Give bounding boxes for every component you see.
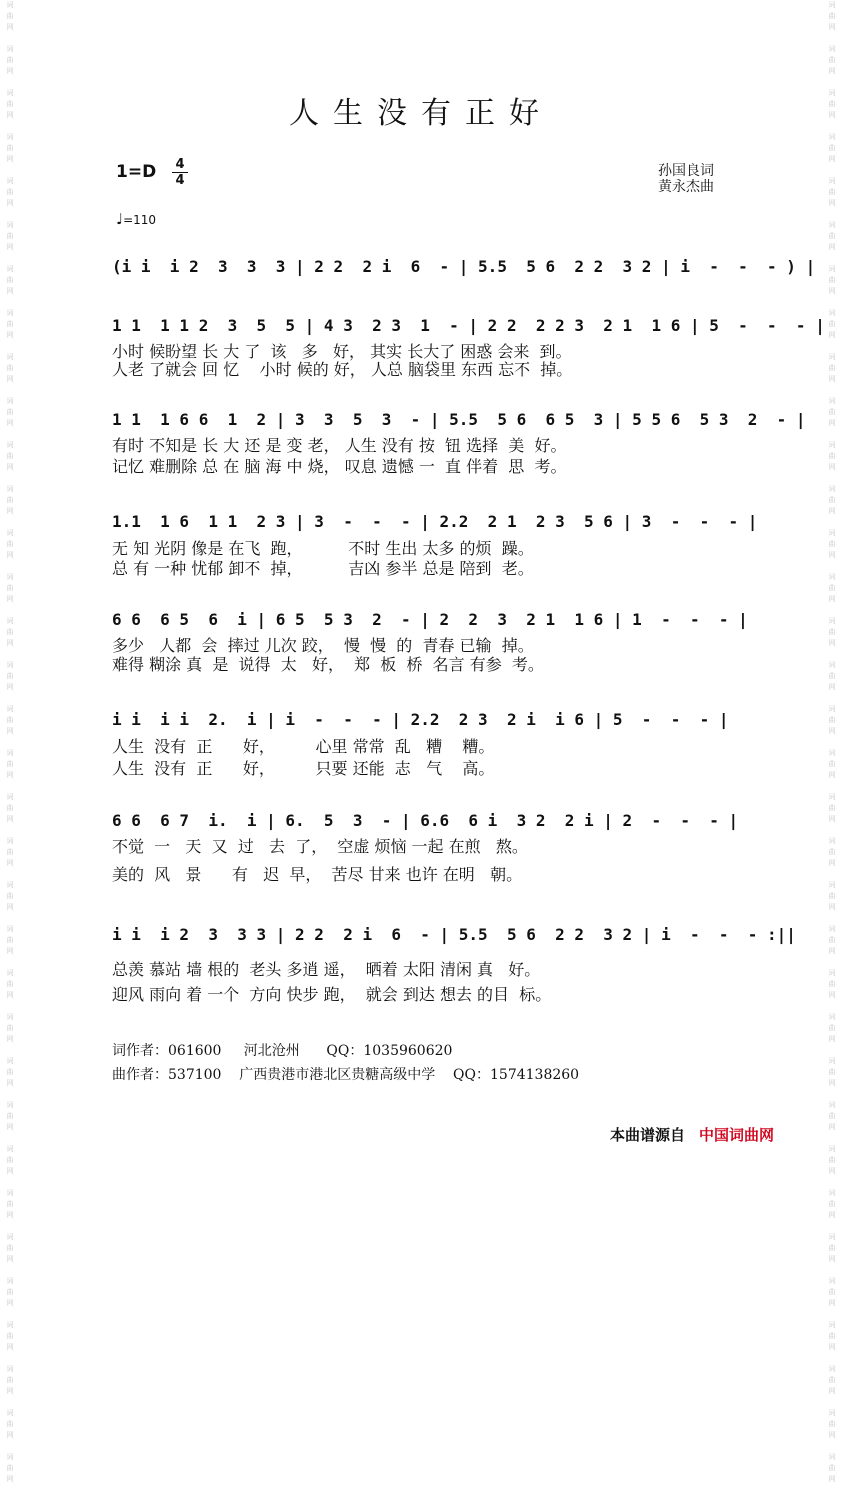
source-credit <box>610 1124 774 1145</box>
notation-line: 1 1 1 1 2 3 5 5 | 4 3 2 3 1 - | 2 2 2 2 3 2 1 1 6 | 5 - - - | <box>112 316 825 335</box>
notation-line: 1 1 1 6 6 1 2 | 3 3 5 3 - | 5.5 5 6 6 5 3 | 5 5 6 5 3 2 - | <box>112 410 806 429</box>
tempo-value: =110 <box>123 213 157 227</box>
source-site-link[interactable]: 中国词曲网 <box>699 1126 775 1144</box>
lyric-line: 小时 候盼望 长 大 了 该 多 好， 其实 长大了 困惑 会来 到。 <box>112 342 572 361</box>
lyric-line: 人生 没有 正 好， 只要 还能 志 气 高。 <box>112 759 495 778</box>
notation-line: 6 6 6 7 i. i | 6. 5 3 - | 6.6 6 i 3 2 2 i | 2 - - - | <box>112 811 739 830</box>
notation-line: 1.1 1 6 1 1 2 3 | 3 - - - | 2.2 2 1 2 3 5 6 | 3 - - - | <box>112 512 758 531</box>
notation-line: i i i 2 3 3 3 | 2 2 2 i 6 - | 5.5 5 6 2 2 3 2 | i - - - :|| <box>112 925 796 944</box>
notation-line: (i i i 2 3 3 3 | 2 2 2 i 6 - | 5.5 5 6 2 2 3 2 | i - - - ) | <box>112 257 816 276</box>
song-title: 人生没有正好 <box>289 96 553 131</box>
watermark-left: 词 曲 网 词 曲 网 词 曲 网 词 曲 网 词 曲 网 词 曲 网 词 曲 网 词 曲 网 词 曲 网 词 曲 网 词 曲 网 词 曲 网 词 曲 网 词 曲 网 词 曲 网 词 曲 网 词 曲 网 词 曲 网 词 曲 网 词 曲 网 词 曲 网 词 曲 网 词 曲 网 词 曲 网 词 曲 网 词 曲 网 词 曲 网 词 曲 网 词 曲 网 词 曲 网 词 曲 网 词 曲 网 词 曲 网 词 曲 网 <box>6 1 14 1483</box>
watermark-right: 词 曲 网 词 曲 网 词 曲 网 词 曲 网 词 曲 网 词 曲 网 词 曲 网 词 曲 网 词 曲 网 词 曲 网 词 曲 网 词 曲 网 词 曲 网 词 曲 网 词 曲 网 词 曲 网 词 曲 网 词 曲 网 词 曲 网 词 曲 网 词 曲 网 词 曲 网 词 曲 网 词 曲 网 词 曲 网 词 曲 网 词 曲 网 词 曲 网 词 曲 网 词 曲 网 词 曲 网 词 曲 网 词 曲 网 词 曲 网 <box>828 1 836 1483</box>
lyric-line: 难得 糊涂 真 是 说得 太 好， 郑 板 桥 名言 有参 考。 <box>112 655 544 674</box>
notation-line: 6 6 6 5 6 i | 6 5 5 3 2 - | 2 2 3 2 1 1 6 | 1 - - - | <box>112 610 748 629</box>
lyric-line: 不觉 一 天 又 过 去 了， 空虚 烦恼 一起 在煎 熬。 <box>112 837 528 856</box>
composer-info: 曲作者：537100 广西贵港市港北区贵糖高级中学 QQ：1574138260 <box>112 1067 580 1083</box>
quarter-note-icon: ♩ <box>116 210 124 228</box>
tempo-marking <box>116 210 156 228</box>
lyric-line: 美的 风 景 有 迟 早， 苦尽 甘来 也许 在明 朝。 <box>112 865 523 884</box>
lyric-line: 多少 人都 会 摔过 儿次 跤， 慢 慢 的 青春 已输 掉。 <box>112 636 534 655</box>
lyric-line: 人生 没有 正 好， 心里 常常 乱 糟 糟。 <box>112 737 495 756</box>
composer-credit: 黄永杰曲 <box>658 179 714 195</box>
notation-line: i i i i 2. i | i - - - | 2.2 2 3 2 i i 6 | 5 - - - | <box>112 710 729 729</box>
lyric-line: 有时 不知是 长 大 还 是 变 老， 人生 没有 按 钮 选择 美 好。 <box>112 436 567 455</box>
source-label: 本曲谱源自 <box>610 1126 686 1144</box>
lyric-line: 总 有 一种 忧郁 卸不 掉， 吉凶 参半 总是 陪到 老。 <box>112 559 534 578</box>
lyric-line: 记忆 难删除 总 在 脑 海 中 烧， 叹息 遗憾 一 直 伴着 思 考。 <box>112 457 567 476</box>
time-signature <box>172 158 188 187</box>
lyric-line: 总羡 慕站 墙 根的 老头 多逍 遥， 晒着 太阳 清闲 真 好。 <box>112 960 541 979</box>
lyric-line: 人老 了就会 回 忆 小时 候的 好， 人总 脑袋里 东西 忘不 掉。 <box>112 360 573 379</box>
time-signature-top: 4 <box>175 157 185 172</box>
lyric-line: 迎风 雨向 着 一个 方向 快步 跑， 就会 到达 想去 的目 标。 <box>112 985 552 1004</box>
key-signature: 1=D <box>116 162 157 182</box>
credits <box>658 163 714 195</box>
lyricist-info: 词作者：061600 河北沧州 QQ：1035960620 <box>112 1043 453 1059</box>
lyricist-credit: 孙国良词 <box>658 163 714 179</box>
time-signature-bottom: 4 <box>175 173 185 188</box>
lyric-line: 无 知 光阴 像是 在飞 跑， 不时 生出 太多 的烦 躁。 <box>112 539 534 558</box>
